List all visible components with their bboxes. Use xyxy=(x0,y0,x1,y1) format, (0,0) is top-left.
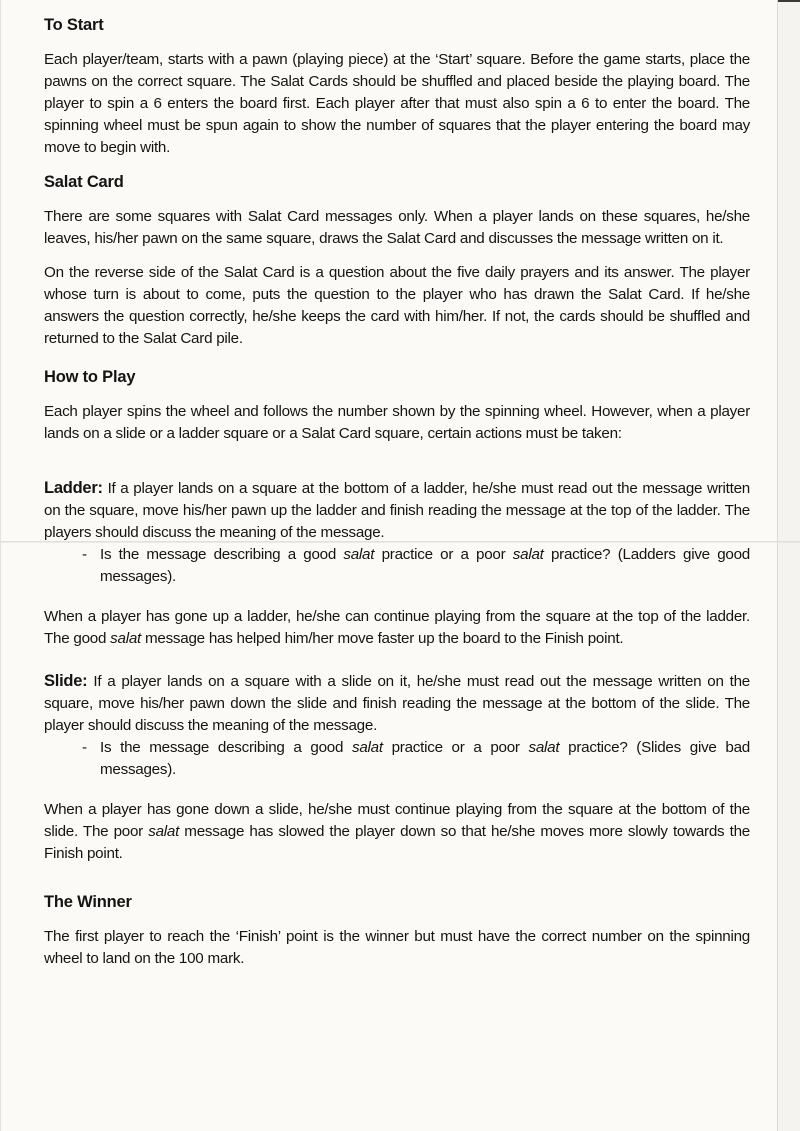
heading-salat-card: Salat Card xyxy=(44,173,124,191)
paragraph-the-winner: The first player to reach the ‘Finish’ point is the winner but must have the correct number on the spinning wheel to land on the 100 mark. xyxy=(44,928,750,967)
followup-text: message has slowed the player down so that he/she moves more slowly towards the Finish point. xyxy=(44,823,750,862)
ladder-followup xyxy=(44,606,750,650)
section-how-to-play xyxy=(44,366,750,865)
paragraph-salat-card-2: On the reverse side of the Salat Card is a question about the five daily prayers and its answer. The player whose turn is about to come, puts the question to the player who has drawn the Salat Card. If he/she answers the question correctly, he/she keeps the card with him/her. If not, the cards should be shuffled and returned to the Salat Card pile. xyxy=(44,264,750,347)
paragraph-to-start: Each player/team, starts with a pawn (playing piece) at the ‘Start’ square. Before the game starts, place the pawns on the correct square. The Salat Cards should be shuffled and placed beside the playing board. The player to spin a 6 enters the board first. Each player after that must also spin a 6 to enter the board. The spinning wheel must be spun again to show the number of squares that the player entering the board may move to begin with. xyxy=(44,51,750,156)
slide-followup xyxy=(44,799,750,865)
slide-rule xyxy=(44,670,750,737)
heading-how-to-play: How to Play xyxy=(44,368,136,386)
followup-text: When a player has gone down a slide, he/she must continue playing from the square at the bottom of the slide. The poor xyxy=(44,801,750,840)
paragraph-salat-card-1: There are some squares with Salat Card messages only. When a player lands on these squares, he/she leaves, his/her pawn on the same square, draws the Salat Card and discusses the message written on it. xyxy=(44,208,750,247)
bullet-text: Is the message describing a good xyxy=(100,546,344,563)
bullet-emphasis: salat xyxy=(351,739,383,756)
heading-to-start: To Start xyxy=(44,16,104,34)
document-content xyxy=(44,14,750,982)
bullet-text: Is the message describing a good xyxy=(100,739,352,756)
ladder-bullet xyxy=(44,544,750,588)
ladder-text: If a player lands on a square at the bottom of a ladder, he/she must read out the message written on the square, move his/her pawn up the ladder and finish reading the message at the top of the ladder. The players should discuss the meaning of the message. xyxy=(44,480,750,541)
followup-text: message has helped him/her move faster up the board to the Finish point. xyxy=(141,630,624,647)
bullet-text: practice? (Ladders give good messages). xyxy=(100,546,751,585)
slide-bullet xyxy=(44,737,750,781)
slide-text: If a player lands on a square with a slide on it, he/she must read out the message written on the square, move his/her pawn down the slide and finish reading the message at the bottom of the slide. The player should discuss the meaning of the message. xyxy=(44,673,750,734)
bullet-dash: - xyxy=(82,739,87,756)
bullet-emphasis: salat xyxy=(512,546,544,563)
bullet-dash: - xyxy=(82,546,87,563)
followup-text: When a player has gone up a ladder, he/she can continue playing from the square at the top of the ladder. The good xyxy=(44,608,750,647)
ladder-label: Ladder: xyxy=(44,479,103,497)
bullet-text: practice or a poor xyxy=(374,546,513,563)
heading-the-winner: The Winner xyxy=(44,893,132,911)
followup-emphasis: salat xyxy=(148,823,180,840)
spacer xyxy=(44,457,750,477)
bullet-emphasis: salat xyxy=(343,546,375,563)
bullet-text: practice or a poor xyxy=(382,739,529,756)
slide-label: Slide: xyxy=(44,672,88,690)
section-the-winner xyxy=(44,891,750,970)
paragraph-how-to-play-intro: Each player spins the wheel and follows the number shown by the spinning wheel. However, when a player lands on a slide or a ladder square or a Salat Card square, certain actions must be taken: xyxy=(44,403,750,442)
bullet-text: practice? (Slides give bad messages). xyxy=(100,739,750,778)
section-salat-card xyxy=(44,171,750,350)
ladder-rule xyxy=(44,477,750,544)
section-to-start xyxy=(44,14,750,159)
followup-emphasis: salat xyxy=(110,630,141,647)
bullet-emphasis: salat xyxy=(528,739,560,756)
